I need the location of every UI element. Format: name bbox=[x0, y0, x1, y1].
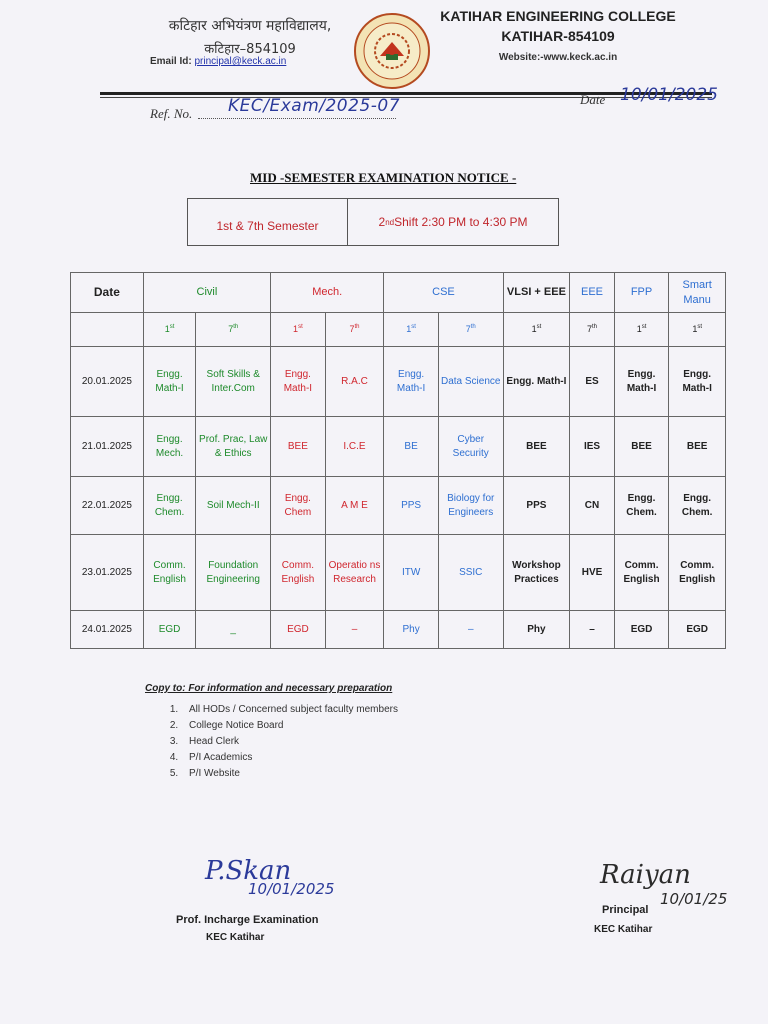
subject-cell: Phy bbox=[384, 611, 439, 649]
subject-cell: ES bbox=[570, 347, 614, 417]
semester-header: 1st bbox=[143, 313, 196, 347]
branch-header: EEE bbox=[570, 273, 614, 313]
exam-schedule-table bbox=[70, 272, 726, 649]
semester-header: 1st bbox=[669, 313, 726, 347]
subject-cell: Soil Mech-II bbox=[196, 477, 271, 535]
semester-header: 7th bbox=[570, 313, 614, 347]
table-row bbox=[71, 347, 726, 417]
exam-date: 20.01.2025 bbox=[71, 347, 144, 417]
principal-sign-date: 10/01/25 bbox=[660, 890, 728, 908]
college-seal-icon bbox=[353, 12, 431, 90]
ref-label: Ref. No. bbox=[150, 106, 193, 121]
distribution-item: 3. Head Clerk bbox=[181, 736, 398, 747]
table-row bbox=[71, 611, 726, 649]
subject-cell: Soft Skills & Inter.Com bbox=[196, 347, 271, 417]
distribution-list bbox=[155, 704, 398, 784]
exam-incharge-title: Prof. Incharge Examination bbox=[176, 914, 319, 926]
exam-date: 22.01.2025 bbox=[71, 477, 144, 535]
exam-date: 23.01.2025 bbox=[71, 535, 144, 611]
principal-org: KEC Katihar bbox=[594, 924, 653, 935]
english-letterhead bbox=[438, 8, 678, 63]
table-row bbox=[71, 535, 726, 611]
subject-cell: – bbox=[438, 611, 503, 649]
subject-cell: I.C.E bbox=[325, 417, 384, 477]
subject-cell: PPS bbox=[384, 477, 439, 535]
header-row-semesters bbox=[71, 313, 726, 347]
branch-header: CSE bbox=[384, 273, 503, 313]
subject-cell: – bbox=[570, 611, 614, 649]
subject-cell: A M E bbox=[325, 477, 384, 535]
subject-cell: EGD bbox=[669, 611, 726, 649]
college-name: KATIHAR ENGINEERING COLLEGE bbox=[440, 8, 676, 24]
subject-cell: Engg. Math-I bbox=[503, 347, 570, 417]
date-header: Date bbox=[71, 273, 144, 313]
shift-time bbox=[348, 199, 558, 245]
subject-cell: Operatio ns Research bbox=[325, 535, 384, 611]
hindi-letterhead bbox=[150, 16, 350, 57]
ref-number: KEC/Exam/2025-07 bbox=[228, 96, 401, 116]
subject-cell: Engg. Math-I bbox=[384, 347, 439, 417]
branch-header: FPP bbox=[614, 273, 669, 313]
shift-box bbox=[187, 198, 559, 246]
website-line: Website:-www.keck.ac.in bbox=[498, 52, 618, 63]
branch-header: VLSI + EEE bbox=[503, 273, 570, 313]
header-row-branches bbox=[71, 273, 726, 313]
semester-header: 7th bbox=[325, 313, 384, 347]
branch-header: Smart Manu bbox=[669, 273, 726, 313]
subject-cell: – bbox=[325, 611, 384, 649]
ref-dotted-line bbox=[198, 118, 396, 119]
subject-cell: Engg. Chem. bbox=[669, 477, 726, 535]
subject-cell: Engg. Math-I bbox=[143, 347, 196, 417]
subject-cell: Data Science bbox=[438, 347, 503, 417]
subject-cell: Workshop Practices bbox=[503, 535, 570, 611]
exam-date: 24.01.2025 bbox=[71, 611, 144, 649]
hindi-college-city: कटिहार–854109 bbox=[204, 42, 296, 57]
distribution-item: 4. P/I Academics bbox=[181, 752, 398, 763]
subject-cell: Comm. English bbox=[143, 535, 196, 611]
copy-to-heading: Copy to: For information and necessary preparation bbox=[145, 683, 393, 694]
subject-cell: Comm. English bbox=[271, 535, 326, 611]
subject-cell: Engg. Math-I bbox=[271, 347, 326, 417]
subject-cell: Prof. Prac, Law & Ethics bbox=[196, 417, 271, 477]
subject-cell: Engg. Math-I bbox=[614, 347, 669, 417]
branch-header: Mech. bbox=[271, 273, 384, 313]
subject-cell: Engg. Chem. bbox=[614, 477, 669, 535]
subject-cell: BEE bbox=[669, 417, 726, 477]
semester-header: 1st bbox=[271, 313, 326, 347]
email-line bbox=[150, 56, 286, 67]
exam-date: 21.01.2025 bbox=[71, 417, 144, 477]
subject-cell: R.A.C bbox=[325, 347, 384, 417]
principal-title: Principal bbox=[602, 904, 649, 916]
table-row bbox=[71, 417, 726, 477]
principal-signature: Raiyan bbox=[600, 860, 691, 890]
shift-prefix: 2 bbox=[378, 215, 386, 229]
email-label: Email Id: bbox=[150, 56, 192, 67]
subject-cell: Engg. Math-I bbox=[669, 347, 726, 417]
distribution-item: 2. College Notice Board bbox=[181, 720, 398, 731]
semester-header: 7th bbox=[438, 313, 503, 347]
shift-rest: Shift 2:30 PM to 4:30 PM bbox=[394, 215, 528, 229]
table-row bbox=[71, 477, 726, 535]
subject-cell: Engg. Mech. bbox=[143, 417, 196, 477]
subject-cell: Comm. English bbox=[669, 535, 726, 611]
date-label: Date bbox=[580, 92, 606, 107]
semester-header: 1st bbox=[503, 313, 570, 347]
subject-cell: Engg. Chem. bbox=[143, 477, 196, 535]
distribution-item: 1. All HODs / Concerned subject faculty members bbox=[181, 704, 398, 715]
subject-cell: Biology for Engineers bbox=[438, 477, 503, 535]
exam-incharge-signature: P.Skan bbox=[205, 856, 292, 886]
hindi-college-name: कटिहार अभियंत्रण महाविद्यालय, bbox=[168, 18, 332, 34]
subject-cell: SSIC bbox=[438, 535, 503, 611]
subject-cell: BEE bbox=[503, 417, 570, 477]
email-link[interactable]: principal@keck.ac.in bbox=[194, 56, 287, 67]
subject-cell: EGD bbox=[271, 611, 326, 649]
subject-cell: Phy bbox=[503, 611, 570, 649]
branch-header: Civil bbox=[143, 273, 270, 313]
subject-cell: Foundation Engineering bbox=[196, 535, 271, 611]
shift-suffix: nd bbox=[385, 217, 395, 227]
subject-cell: PPS bbox=[503, 477, 570, 535]
blank-cell bbox=[71, 313, 144, 347]
subject-cell: BE bbox=[384, 417, 439, 477]
subject-cell: BEE bbox=[614, 417, 669, 477]
subject-cell: ITW bbox=[384, 535, 439, 611]
subject-cell: Cyber Security bbox=[438, 417, 503, 477]
subject-cell: _ bbox=[196, 611, 271, 649]
distribution-item: 5. P/I Website bbox=[181, 768, 398, 779]
subject-cell: IES bbox=[570, 417, 614, 477]
subject-cell: Engg. Chem bbox=[271, 477, 326, 535]
semester-header: 1st bbox=[614, 313, 669, 347]
exam-incharge-org: KEC Katihar bbox=[206, 932, 265, 943]
semester-header: 1st bbox=[384, 313, 439, 347]
date-value: 10/01/2025 bbox=[620, 85, 718, 105]
college-city: KATIHAR-854109 bbox=[501, 28, 615, 44]
semester-header: 7th bbox=[196, 313, 271, 347]
notice-title: MID -SEMESTER EXAMINATION NOTICE - bbox=[250, 170, 517, 185]
subject-cell: HVE bbox=[570, 535, 614, 611]
subject-cell: BEE bbox=[271, 417, 326, 477]
exam-incharge-sign-date: 10/01/2025 bbox=[248, 880, 335, 898]
semester-label: 1st & 7th Semester bbox=[188, 199, 348, 245]
subject-cell: Comm. English bbox=[614, 535, 669, 611]
subject-cell: EGD bbox=[143, 611, 196, 649]
subject-cell: EGD bbox=[614, 611, 669, 649]
subject-cell: CN bbox=[570, 477, 614, 535]
